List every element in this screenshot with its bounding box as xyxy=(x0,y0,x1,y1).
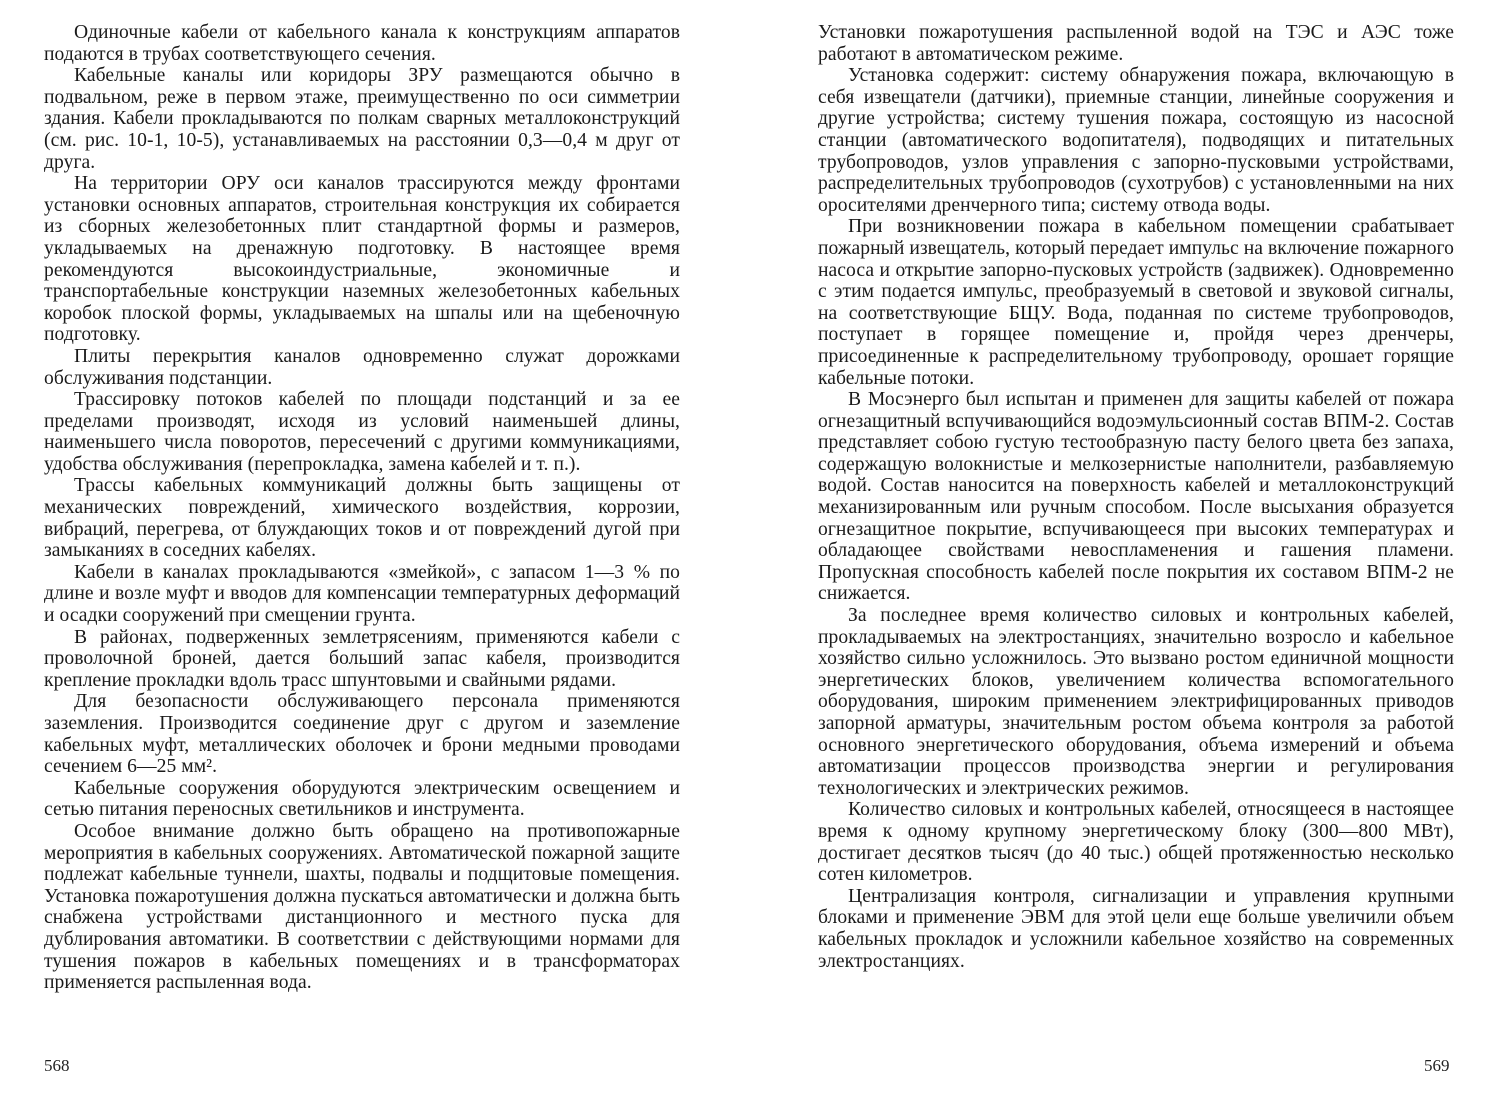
right-page-number: 569 xyxy=(1424,1056,1450,1075)
right-paragraph-2: Установка содержит: систему обнаружения пожара, включающую в себя извещатели (датчики), приемные станции, линейные сооружения и другие устройства; систему тушения пожара, состоящую из насосной станции (автоматического водопитателя), подводящих и питательных трубопроводов, узлов управления с запорно-пусковыми устройствами, распределительных трубопроводов (сухотрубов) с установленными на них оросителями дренчерного типа; систему отвода воды. xyxy=(818,65,1454,216)
right-paragraph-3: При возникновении пожара в кабельном помещении срабатывает пожарный извещатель, который передает импульс на включение пожарного насоса и открытие запорно-пусковых устройств (задвижек). Одновременно с этим подается импульс, преобразуемый в световой и звуковой сигналы, на соответствующие БЩУ. Вода, поданная по системе трубопроводов, поступает в горящее помещение и, пройдя через дренчеры, присоединенные к распределительному трубопроводу, орошает горящие кабельные потоки. xyxy=(818,216,1454,389)
left-paragraph-9: Для безопасности обслуживающего персонала применяются заземления. Производится соединение друг с другом и заземление кабельных муфт, металлических оболочек и брони медными проводами сечением 6—25 мм². xyxy=(44,691,680,778)
right-paragraph-1: Установки пожаротушения распыленной водой на ТЭС и АЭС тоже работают в автоматическом режиме. xyxy=(818,22,1454,65)
left-page xyxy=(0,0,752,1096)
right-paragraph-4: В Мосэнерго был испытан и применен для защиты кабелей от пожара огнезащитный вспучивающийся водоэмульсионный состав ВПМ-2. Состав представляет собою густую тестообразную пасту белого цвета без запаха, содержащую волокнистые и мелкозернистые наполнители, разбавляемую водой. Состав наносится на поверхность кабелей и металлоконструкций механизированным или ручным способом. После высыхания образуется огнезащитное покрытие, вспучивающееся при высоких температурах и обладающее свойствами невоспламенения и гашения пламени. Пропускная способность кабелей после покрытия их составом ВПМ-2 не снижается. xyxy=(818,389,1454,605)
left-paragraph-6: Трассы кабельных коммуникаций должны быть защищены от механических повреждений, химического воздействия, коррозии, вибраций, перегрева, от блуждающих токов и от повреждений дугой при замыканиях в соседних кабелях. xyxy=(44,475,680,562)
left-page-text-column xyxy=(44,22,680,994)
left-paragraph-4: Плиты перекрытия каналов одновременно служат дорожками обслуживания подстанции. xyxy=(44,345,680,389)
left-paragraph-7: Кабели в каналах прокладываются «змейкой», с запасом 1—3 % по длине и возле муфт и вводов для компенсации температурных деформаций и осадки сооружений при смещении грунта. xyxy=(44,561,680,627)
right-paragraph-7: Централизация контроля, сигнализации и управления крупными блоками и применение ЭВМ для этой цели еще больше увеличили объем кабельных прокладок и усложнили кабельное хозяйство на современных электростанциях. xyxy=(818,885,1454,972)
left-paragraph-3: На территории ОРУ оси каналов трассируются между фронтами установки основных аппаратов, строительная конструкция их собирается из сборных железобетонных плит стандартной формы и размеров, укладываемых на дренажную подготовку. В настоящее время рекомендуются высокоиндустриальные, экономичные и транспортабельные конструкции наземных железобетонных кабельных коробок плоской формы, укладываемых на шпалы или на щебеночную подготовку. xyxy=(44,173,680,346)
left-paragraph-5: Трассировку потоков кабелей по площади подстанций и за ее пределами производят, исходя из условий наименьшей длины, наименьшего числа поворотов, пересечений с другими коммуникациями, удобства обслуживания (перепрокладка, замена кабелей и т. п.). xyxy=(44,389,680,475)
left-paragraph-2: Кабельные каналы или коридоры ЗРУ размещаются обычно в подвальном, реже в первом этаже, преимущественно по оси симметрии здания. Кабели прокладываются по полкам сварных металлоконструкций (см. рис. 10-1, 10-5), устанавливаемых на расстоянии 0,3—0,4 м друг от друга. xyxy=(44,65,680,173)
left-paragraph-10: Кабельные сооружения оборудуются электрическим освещением и сетью питания переносных светильников и инструмента. xyxy=(44,777,680,821)
left-page-number: 568 xyxy=(44,1056,70,1075)
right-page xyxy=(752,0,1505,1096)
right-paragraph-5: За последнее время количество силовых и контрольных кабелей, прокладываемых на электростанциях, значительно возросло и кабельное хозяйство сильно усложнилось. Это вызвано ростом единичной мощности энергетических блоков, увеличением количества вспомогательного оборудования, широким применением электрифицированных приводов запорной арматуры, значительным ростом объема контроля за работой основного энергетического оборудования, объема измерений и объема автоматизации процессов производства энергии и регулирования технологических и электрических режимов. xyxy=(818,605,1454,799)
right-page-text-column xyxy=(818,22,1454,972)
left-paragraph-8: В районах, подверженных землетрясениям, применяются кабели с проволочной броней, дается больший запас кабеля, производится крепление прокладки вдоль трасс шпунтовыми и свайными рядами. xyxy=(44,626,680,691)
left-paragraph-1: Одиночные кабели от кабельного канала к конструкциям аппаратов подаются в трубах соответствующего сечения. xyxy=(44,22,680,65)
left-paragraph-11: Особое внимание должно быть обращено на противопожарные мероприятия в кабельных сооружениях. Автоматической пожарной защите подлежат кабельные туннели, шахты, подвалы и подщитовые помещения. Установка пожаротушения должна пускаться автоматически и должна быть снабжена устройствами дистанционного и местного пуска для дублирования автоматики. В соответствии с действующими нормами для тушения пожаров в кабельных помещениях и в трансформаторах применяется распыленная вода. xyxy=(44,820,680,994)
right-paragraph-6: Количество силовых и контрольных кабелей, относящееся в настоящее время к одному крупному энергетическому блоку (300—800 МВт), достигает десятков тысяч (до 40 тыс.) общей протяженностью несколько сотен километров. xyxy=(818,799,1454,886)
